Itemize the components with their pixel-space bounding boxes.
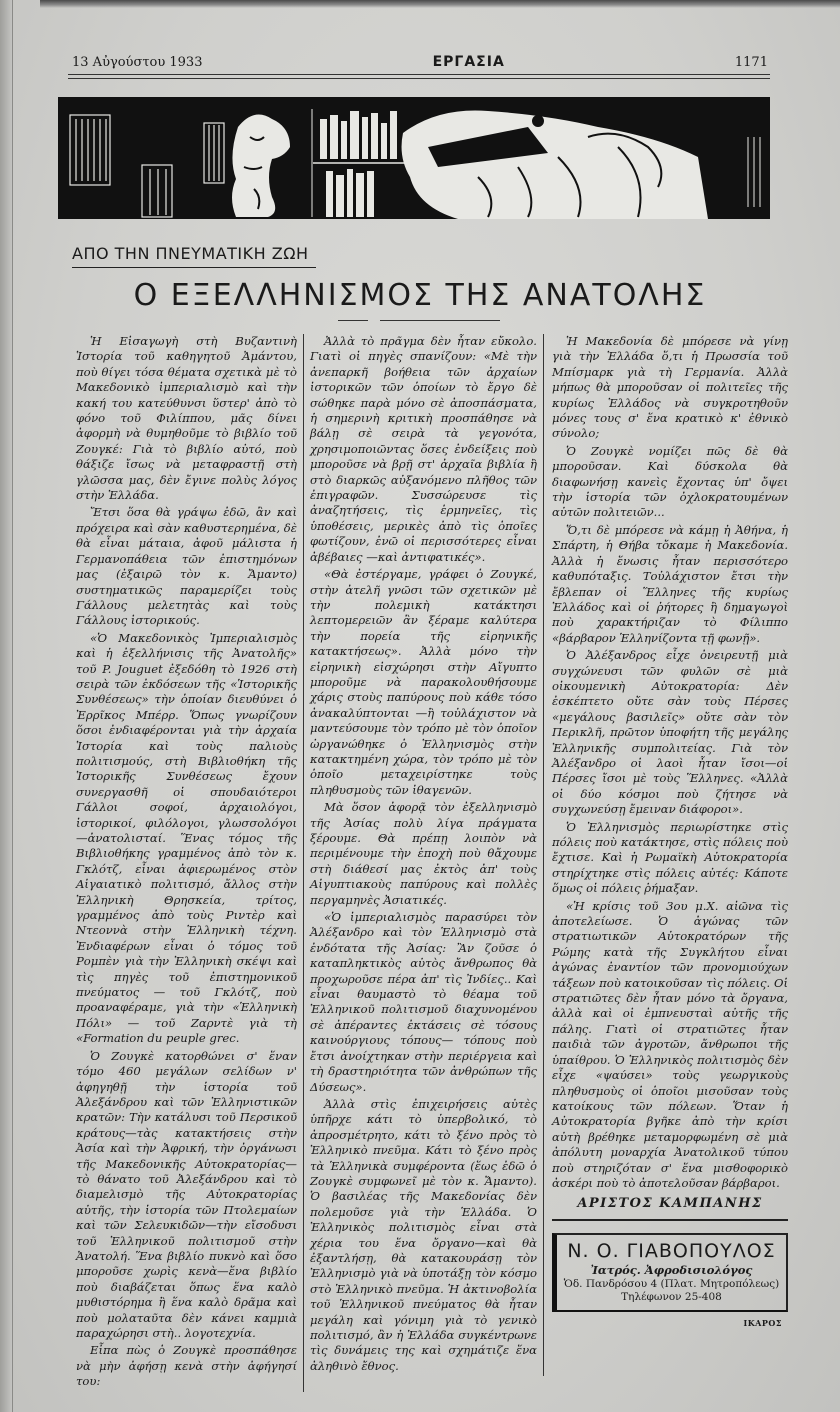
section-kicker: ΑΠΟ ΤΗΝ ΠΝΕΥΜΑΤΙΚΗ ΖΩΗ — [72, 244, 309, 263]
paragraph: Ἡ Εἰσαγωγὴ στὴ Βυζαντινὴ Ἱστορία τοῦ καθηγητοῦ Ἀμάντου, ποὺ θίγει τόσα θέματα σχετικὰ μὲ τὸ Μακεδονικὸ ἰμπεριαλισμὸ καὶ τὴν κακή του κατεύθυνσι ὕστερ' ἀπὸ τὸ φόνο τοῦ Φιλίππου, μᾶς δίνει ἀφορμὴ νὰ θυμηθοῦμε τὸ βιβλίο τοῦ Ζουγκέ: Γιὰ τὸ βιβλίο αὐτό, ποὺ θάξιζε ἴσως νὰ μεταφραστῇ στὴ γλῶσσα μας, δὲν ἔγινε πολὺς λόγος στὴν Ἑλλάδα. — [76, 334, 297, 503]
article-column-1 — [72, 334, 304, 1392]
ad-profession: Ἰατρός. Ἀφροδισιολόγος — [590, 1263, 753, 1278]
paragraph: Ἀλλὰ τὸ πρᾶγμα δὲν ἦταν εὔκολο. Γιατὶ οἱ πηγὲς σπανίζουν: «Μὲ τὴν ἀνεπαρκῆ βοήθεια τῶν ἀρχαίων ἱστορικῶν τῶν ὁποίων τὸ ἔργο δὲ σώθηκε παρὰ μόνο σὲ ἀποσπάσματα, ἡ σημερινὴ κριτικὴ προσπάθησε νὰ βάλῃ σὲ σειρὰ τὰ γεγονότα, χρησιμοποιῶντας ὅσες ἐνδείξεις ποὺ μποροῦσε νὰ βρῇ στ' ἀρχαῖα βιβλία ἢ στὸ διαρκῶς αὐξανόμενο πλῆθος τῶν ἐπιγραφῶν. Συσσώρευσε τὶς ἀναζητήσεις, τὶς ἑρμηνεῖες, τὶς ὑποθέσεις, μερικὲς ἀπὸ τὶς ὁποῖες φωτίζουν, ἐνῶ οἱ περισσότερες εἶναι ἀβέβαιες —καὶ ἀντιφατικές». — [310, 334, 537, 564]
paragraph: Ἀλλὰ στὶς ἐπιχειρήσεις αὐτὲς ὑπῆρχε κάτι τὸ ὑπερβολικό, τὸ ἀπροσμέτρητο, κάτι τὸ ξένο πρὸς τὸ Ἑλληνικὸ πνεῦμα. Κάτι τὸ ξένο πρὸς τὰ Ἑλληνικὰ συμφέροντα (ἕως ἐδῶ ὁ Ζουγκὲ συμφωνεῖ μὲ τὸν κ. Ἄμαντο). Ὁ βασιλέας τῆς Μακεδονίας δὲν πολεμοῦσε γιὰ τὴν Ἑλλάδα. Ὁ Ἑλληνικὸς πολιτισμὸς εἶναι στὰ χέρια του ἕνα ὄργανο—καὶ θὰ ἐξαντλήσῃ, θὰ κατακουράσῃ τὸν Ἑλληνισμὸ γιὰ νὰ ὑποτάξῃ τὸν κόσμο στὸ Ἑλληνικὸ πνεῦμα. Ἡ ἀκτινοβολία τοῦ Ἑλληνικοῦ πνεύματος θὰ ἦταν μεγάλη καὶ γόνιμη γιὰ τὸ γενικὸ πολιτισμό, ἂν ἡ Ἑλλάδα συγκέντρωνε τὶς δυνάμεις της καὶ σχημάτιζε ἕνα ἀληθινὸ ἔθνος. — [310, 1096, 537, 1373]
paragraph: Ἡ Μακεδονία δὲ μπόρεσε νὰ γίνῃ γιὰ τὴν Ἑλλάδα ὅ,τι ἡ Πρωσσία τοῦ Μπίσμαρκ γιὰ τὴ Γερμανία. Ἀλλὰ μήπως θὰ μποροῦσαν οἱ πολιτεῖες τῆς κυρίως Ἑλλάδος νὰ συγκροτηθοῦν μόνες τους σ' ἕνα κρατικὸ κ' ἐθνικὸ σύνολο; — [552, 334, 788, 441]
paragraph: Ὁ Ζουγκὲ νομίζει πῶς δὲ θὰ μποροῦσαν. Καὶ δύσκολα θὰ διαφωνήσῃ κανεὶς ἔχοντας ὑπ' ὄψει τὴν ἱστορία τῶν ὀχλοκρατουμένων αὐτῶν πολιτειῶν... — [552, 443, 788, 520]
advertisement — [552, 1233, 788, 1330]
masthead: ΕΡΓΑΣΙΑ — [432, 54, 505, 70]
article-title: Ο ΕΞΕΛΛΗΝΙΣΜΟΣ ΤΗΣ ΑΝΑΤΟΛΗΣ — [133, 278, 707, 313]
ad-phone: Τηλέφωνον 25-408 — [621, 1291, 722, 1304]
issue-date: 13 Αὐγούστου 1933 — [72, 55, 203, 70]
paragraph: Ὁ Ἑλληνισμὸς περιωρίστηκε στὶς πόλεις ποὺ κατάκτησε, στὶς πόλεις ποὺ ἔχτισε. Καὶ ἡ Ρωμαϊκὴ Αὐτοκρατορία στηρίχτηκε στὶς πόλεις αὐτές: Κάποτε ὅμως οἱ πόλεις ῥήμαξαν. — [552, 819, 788, 896]
article-columns — [72, 0, 788, 1392]
paragraph: Ὁ Ἀλέξανδρος εἶχε ὀνειρευτῇ μιὰ συγχώνευσι τῶν φυλῶν σὲ μιὰ οἰκουμενικὴ Αὐτοκρατορία: Δὲν ἐσκέπτετο οὔτε σὰν τοὺς Πέρσες «μεγάλους βασιλεῖς» οὔτε σὰν τὸν Περικλῆ, πρῶτον ὑποφήτη τῆς μεγάλης Ἑλληνικῆς συμπολιτείας. Γιὰ τὸν Ἀλέξανδρο οἱ λαοὶ ἦταν ἴσοι—οἱ Πέρσες ἴσοι μὲ τοὺς Ἕλληνες. «Ἀλλὰ οἱ δύο κόσμοι ποὺ ζήτησε νὰ συγχωνεύσῃ ἔμειναν διάφοροι». — [552, 648, 788, 817]
page-number: 1171 — [734, 55, 768, 70]
article-column-2 — [304, 334, 544, 1376]
author-signature: ΑΡΙΣΤΟΣ ΚΑΜΠΑΝΗΣ — [577, 1196, 763, 1212]
paragraph: Εἶπα πὼς ὁ Ζουγκὲ προσπάθησε νὰ μὴν ἀφήσῃ κενὰ στὴν ἀφήγησί του: — [76, 1343, 297, 1389]
ad-address: Ὁδ. Πανδρόσου 4 (Πλατ. Μητροπόλεως) — [563, 1278, 780, 1291]
paragraph: «Ὁ ἰμπεριαλισμὸς παρασύρει τὸν Ἀλέξανδρο καὶ τὸν Ἑλληνισμὸ στὰ ἐνδότατα τῆς Ἀσίας: Ἂν ζοῦσε ὁ καταπληκτικὸς αὐτὸς ἄνθρωπος θὰ προχωροῦσε πέρα ἀπ' τὶς Ἰνδίες.. Καὶ εἶναι θαυμαστὸ τὸ θέαμα τοῦ Ἑλληνικοῦ πολιτισμοῦ διαχυνομένου σὲ ἀπέραντες ἐκτάσεις σὲ τόσους καινούργιους τόπους— τόπους ποὺ ἔτσι ἀνοίχτηκαν στὴν περιέργεια καὶ τὴ δραστηριότητα τῶν ἀνθρώπων τῆς Δύσεως». — [310, 910, 537, 1094]
paragraph: Ὁ Ζουγκὲ κατορθώνει σ' ἕναν τόμο 460 μεγάλων σελίδων ν' ἀφηγηθῇ τὴν ἱστορία τοῦ Ἀλεξάνδρου καὶ τῶν Ἑλληνιστικῶν κρατῶν: Τὴν κατάλυσι τοῦ Περσικοῦ κράτους—τὰς κατακτήσεις στὴν Ἀσία καὶ τὴν Ἀφρική, τὴν ὀργάνωσι τῆς Μακεδονικῆς Αὐτοκρατορίας—τὸ θάνατο τοῦ Ἀλεξάνδρου καὶ τὸ διαμελισμὸ τῆς Αὐτοκρατορίας αὐτῆς, τὴν ἱστορία τῶν Πτολεμαίων καὶ τῶν Σελευκιδῶν—τὴν εἴσοδυσι τοῦ Ἑλληνικοῦ πολιτισμοῦ στὴν Ἀνατολή. Ἕνα βιβλίο πυκνὸ καὶ ὅσο μποροῦσε χωρὶς κενὰ—ἕνα βιβλίο ποὺ διαβάζεται ὅπως ἕνα καλὸ μυθιστόρημα ἢ ἕνα καλὸ δρᾶμα καὶ ποὺ μολαταῦτα δὲν κάνει καμμιὰ παραχώρησι στὴ.. λογοτεχνία. — [76, 1048, 297, 1340]
article-column-3 — [544, 334, 788, 1330]
paragraph: «Ἡ κρίσις τοῦ 3ου μ.Χ. αἰῶνα τὶς ἀποτελείωσε. Ὁ ἀγώνας τῶν στρατιωτικῶν Αὐτοκρατόρων τῆς Ρώμης κατὰ τῆς Συγκλήτου εἶναι ἀγώνας ἐναντίον τῶν προνομιούχων τάξεων ποὺ κατοικοῦσαν τὶς πόλεις. Οἱ στρατιῶτες δὲν ἦταν μόνο τὰ ὄργανα, ἀλλὰ καὶ οἱ ἐμπνευσταὶ αὐτῆς τῆς πάλης. Γιατὶ οἱ στρατιῶτες ἦταν παιδιὰ τῶν ἀγροτῶν, ἄνθρωποι τῆς ὑπαίθρου. Ὁ Ἑλληνικὸς πολιτισμὸς δὲν εἶχε «ψαύσει» τοὺς γεωργικοὺς πληθυσμοὺς οἱ ὁποῖοι μισοῦσαν τοὺς κατοίκους τῶν πόλεων. Ὅταν ἡ Αὐτοκρατορία βγῆκε ἀπὸ τὴν κρίσι αὐτὴ βρέθηκε μεταμορφωμένη σὲ μιὰ ἀπόλυτη μοναρχία Ἀνατολικοῦ τύπου ποὺ στηριζόταν σ' ἕνα μισθοφορικὸ ἀσκέρι ποὺ τὸ ἀποτελοῦσαν βάρβαροι. — [552, 898, 788, 1190]
paragraph: «Θὰ ἐστέργαμε, γράφει ὁ Ζουγκέ, στὴν ἀτελῆ γνῶσι τῶν σχετικῶν μὲ τὴν πολεμικὴ κατάκτησι λεπτομερειῶν ἂν ξέραμε καλύτερα τὴν πορεία τῆς εἰρηνικῆς κατακτήσεως». Ἀλλὰ μόνο τὴν εἰρηνικὴ εἰσχώρησι στὴν Αἴγυπτο μποροῦμε νὰ παρακολουθήσουμε χάρις στοὺς παπύρους ποὺ κάθε τόσο ἀνακαλύπτονται —ἢ τοὐλάχιστον νὰ μαντεύσουμε τὸν τρόπο μὲ τὸν ὁποῖον ὠργανώθηκε ὁ Ἑλληνισμὸς στὴν κατακτημένη χώρα, τὸν τρόπο μὲ τὸν ὁποῖο μεταχειρίστηκε τοὺς πληθυσμοὺς τῶν ἰθαγενῶν. — [310, 567, 537, 797]
advertisement-box — [552, 1233, 788, 1312]
paragraph: Μὰ ὅσον ἀφορᾷ τὸν ἐξελληνισμὸ τῆς Ἀσίας πολὺ λίγα πράγματα ξέρουμε. Θὰ πρέπῃ λοιπὸν νὰ περιμένουμε τὴν ἐποχὴ ποὺ θἄχουμε στὴ διάθεσί μας ἐκτὸς ἀπ' τοὺς Αἰγυπτιακοὺς παπύρους καὶ πολλὲς περγαμηνὲς Ἀσιατικές. — [310, 800, 537, 907]
paragraph: Ἔτσι ὅσα θὰ γράψω ἐδῶ, ἂν καὶ πρόχειρα καὶ σὰν καθυστερημένα, δὲ θὰ εἶναι μάταια, ἀφοῦ μάλιστα ἡ Γερμανοπάθεια τῶν ἐπιστημόνων μας (ἐξαιρῶ τὸν κ. Ἄμαντο) συστηματικῶς παραμερίζει τοὺς Γάλλους μελετητὰς καὶ τοὺς Γάλλους ἱστορικούς. — [76, 505, 297, 628]
ad-credit: ΙΚΑΡΟΣ — [743, 1318, 782, 1329]
paragraph: «Ὁ Μακεδονικὸς Ἰμπεριαλισμὸς καὶ ἡ ἐξελλήνισις τῆς Ἀνατολῆς» τοῦ P. Jouguet ἐξεδόθη τὸ 1926 στὴ σειρὰ τῶν ἐκδόσεων τῆς «Ἱστορικῆς Συνθέσεως» τὴν ὁποίαν διευθύνει ὁ Ἐρρῖκος Μπέρρ. Ὅπως γνωρίζουν ὅσοι ἐνδιαφέρονται γιὰ τὴν ἀρχαία Ἱστορία καὶ τοὺς παλιοὺς πολιτισμούς, στὴ Βιβλιοθήκη τῆς Ἱστορικῆς Συνθέσεως ἔχουν συνεργασθῆ οἱ σπουδαιότεροι Γάλλοι σοφοί, ἀρχαιολόγοι, ἱστορικοί, φιλόλογοι, γλωσσολόγοι—ἀνατολισταί. Ἕνας τόμος τῆς Βιβλιοθήκης γραμμένος ἀπὸ τὸν κ. Γκλότζ, εἶναι ἀφιερωμένος στὸν Αἰγαιατικὸ πολιτισμό, ἄλλος στὴν Ἑλληνικὴ Θρησκεία, τρίτος, γραμμένος ἀπὸ τοὺς Ριντὲρ καὶ Ντεοννὰ στὴν Ἑλληνικὴ τέχνη. Ἐνδιαφέρων εἶναι ὁ τόμος τοῦ Ρομπὲν γιὰ τὴν Ἑλληνικὴ σκέψι καὶ τὶς πηγὲς τοῦ ἐπιστημονικοῦ πνεύματος — τοῦ Γκλότζ, ποὺ προαναφέραμε, γιὰ τὴν «Ἑλληνικὴ Πόλι» — τοῦ Ζαρντὲ γιὰ τὴ «Formation du peuple grec. — [76, 630, 297, 1046]
article-end-rule — [552, 1219, 788, 1221]
ad-doctor-name: Ν. Ο. ΓΙΑΒΟΠΟΥΛΟΣ — [567, 1240, 776, 1263]
paragraph: Ὅ,τι δὲ μπόρεσε νὰ κάμῃ ἡ Ἀθήνα, ἡ Σπάρτη, ἡ Θήβα τὄκαμε ἡ Μακεδονία. Ἀλλὰ ἡ ἕνωσις ἦταν περισσότερο καθυπόταξις. Τοὐλάχιστον ἔτσι τὴν ἔβλεπαν οἱ Ἕλληνες τῆς κυρίως Ἑλλάδος καὶ οἱ ῥήτορες ἢ δημαγωγοὶ ποὺ χαρακτήριζαν τὸ Φίλιππο «βάρβαρον Ἑλληνίζοντα τῇ φωνῇ». — [552, 522, 788, 645]
